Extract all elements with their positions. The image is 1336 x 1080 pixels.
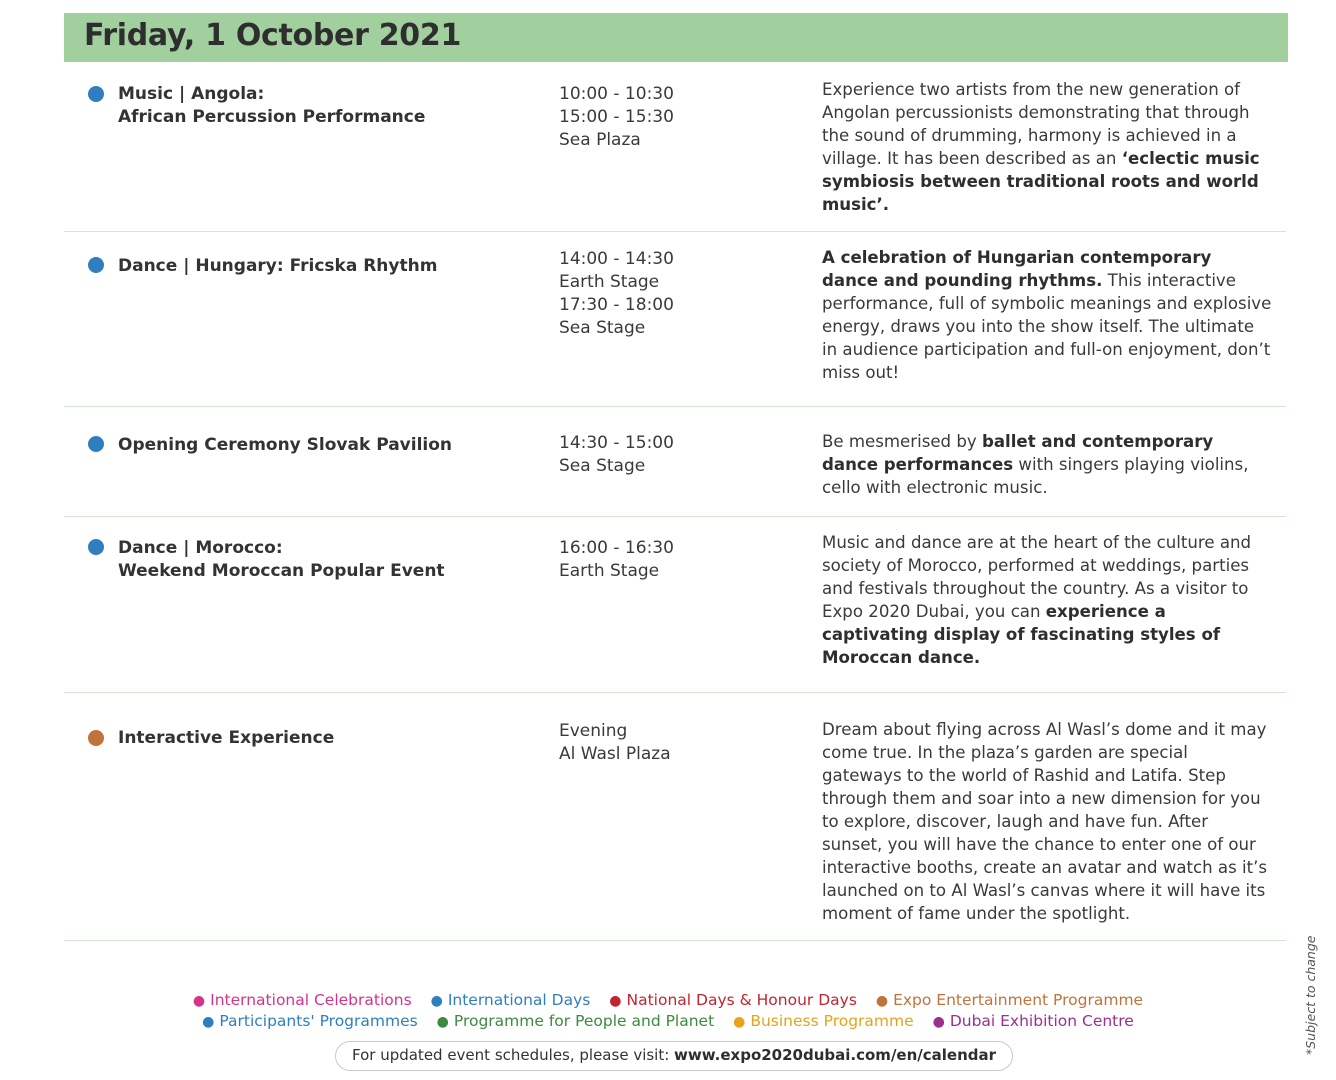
legend-bullet-icon: ● (875, 993, 889, 1009)
legend-bullet-icon: ● (192, 993, 206, 1009)
event-times: 16:00 - 16:30 Earth Stage (559, 538, 674, 581)
legend-item: ● Dubai Exhibition Centre (932, 1012, 1134, 1030)
calendar-url-link[interactable]: www.expo2020dubai.com/en/calendar (674, 1046, 997, 1064)
event-description: Dream about flying across Al Wasl’s dome and it may come true. In the plaza’s garden are special gateways to the world of Rashid and Latifa. Step through them and soar into a new dimension for you to explore, discover, laugh and have fun. After sunset, you will have the chance to enter one of our interactive booths, create an avatar and watch as it’s launched on to Al Wasl’s canvas where it will have its moment of fame under the spotlight. (822, 720, 1268, 923)
divider (64, 231, 1286, 232)
legend-bullet-icon: ● (609, 993, 622, 1009)
event-times: Evening Al Wasl Plaza (559, 721, 671, 764)
category-legend (0, 990, 1336, 1012)
legend-item: ● Business Programme (733, 1012, 914, 1030)
event-description: A celebration of Hungarian contemporary dance and pounding rhythms. This interactive performance, full of symbolic meanings and explosive energy, draws you into the show itself. The ultimate in audience participation and full-on enjoyment, don’t miss out! (822, 248, 1272, 382)
legend-item: ● Participants' Programmes (202, 1012, 418, 1030)
event-title: Dance | Hungary: Fricska Rhythm (118, 256, 438, 276)
footer-prefix: For updated event schedules, please visit: (351, 1046, 675, 1064)
event-title: Interactive Experience (118, 728, 335, 748)
event-times: 10:00 - 10:30 15:00 - 15:30 Sea Plaza (559, 84, 674, 150)
category-dot (88, 257, 104, 273)
subject-to-change-note: *Subject to change (1303, 935, 1318, 1055)
legend-item: ● International Days (430, 991, 591, 1009)
legend-bullet-icon: ● (430, 993, 443, 1009)
event-title: Opening Ceremony Slovak Pavilion (118, 435, 453, 455)
legend-item: ● International Celebrations (192, 991, 412, 1009)
category-dot (88, 730, 104, 746)
legend-item: ● Expo Entertainment Programme (875, 991, 1144, 1009)
divider (64, 406, 1286, 407)
legend-item: ● National Days & Honour Days (609, 991, 857, 1009)
date-header (64, 13, 1288, 62)
category-dot (88, 86, 104, 102)
event-times: 14:00 - 14:30 Earth Stage 17:30 - 18:00 Sea Stage (559, 249, 674, 338)
calendar-link-banner (335, 1041, 1013, 1071)
legend-bullet-icon: ● (932, 1014, 945, 1030)
event-description: Be mesmerised by ballet and contemporary dance performances with singers playing violins, cello with electronic music. (822, 432, 1249, 497)
event-times: 14:30 - 15:00 Sea Stage (559, 433, 674, 476)
event-description: Music and dance are at the heart of the culture and society of Morocco, performed at weddings, parties and festivals throughout the country. As a visitor to Expo 2020 Dubai, you can experience a captivating display of fascinating styles of Moroccan dance. (822, 533, 1252, 667)
divider (64, 516, 1286, 517)
category-dot (88, 539, 104, 555)
event-title: Dance | Morocco: Weekend Moroccan Popular Event (118, 538, 445, 581)
legend-item: ● Programme for People and Planet (436, 1012, 715, 1030)
page-title: Friday, 1 October 2021 (84, 18, 462, 53)
legend-bullet-icon: ● (733, 1014, 746, 1030)
legend-bullet-icon: ● (436, 1014, 449, 1030)
legend-bullet-icon: ● (202, 1014, 215, 1030)
divider (64, 940, 1286, 941)
category-dot (88, 436, 104, 452)
event-title: Music | Angola: African Percussion Performance (118, 84, 426, 127)
divider (64, 692, 1286, 693)
category-legend (0, 1011, 1336, 1033)
event-description: Experience two artists from the new generation of Angolan percussionists demonstrating that through the sound of drumming, harmony is achieved in a village. It has been described as an ‘eclectic music symbiosis between traditional roots and world music’. (822, 80, 1260, 214)
